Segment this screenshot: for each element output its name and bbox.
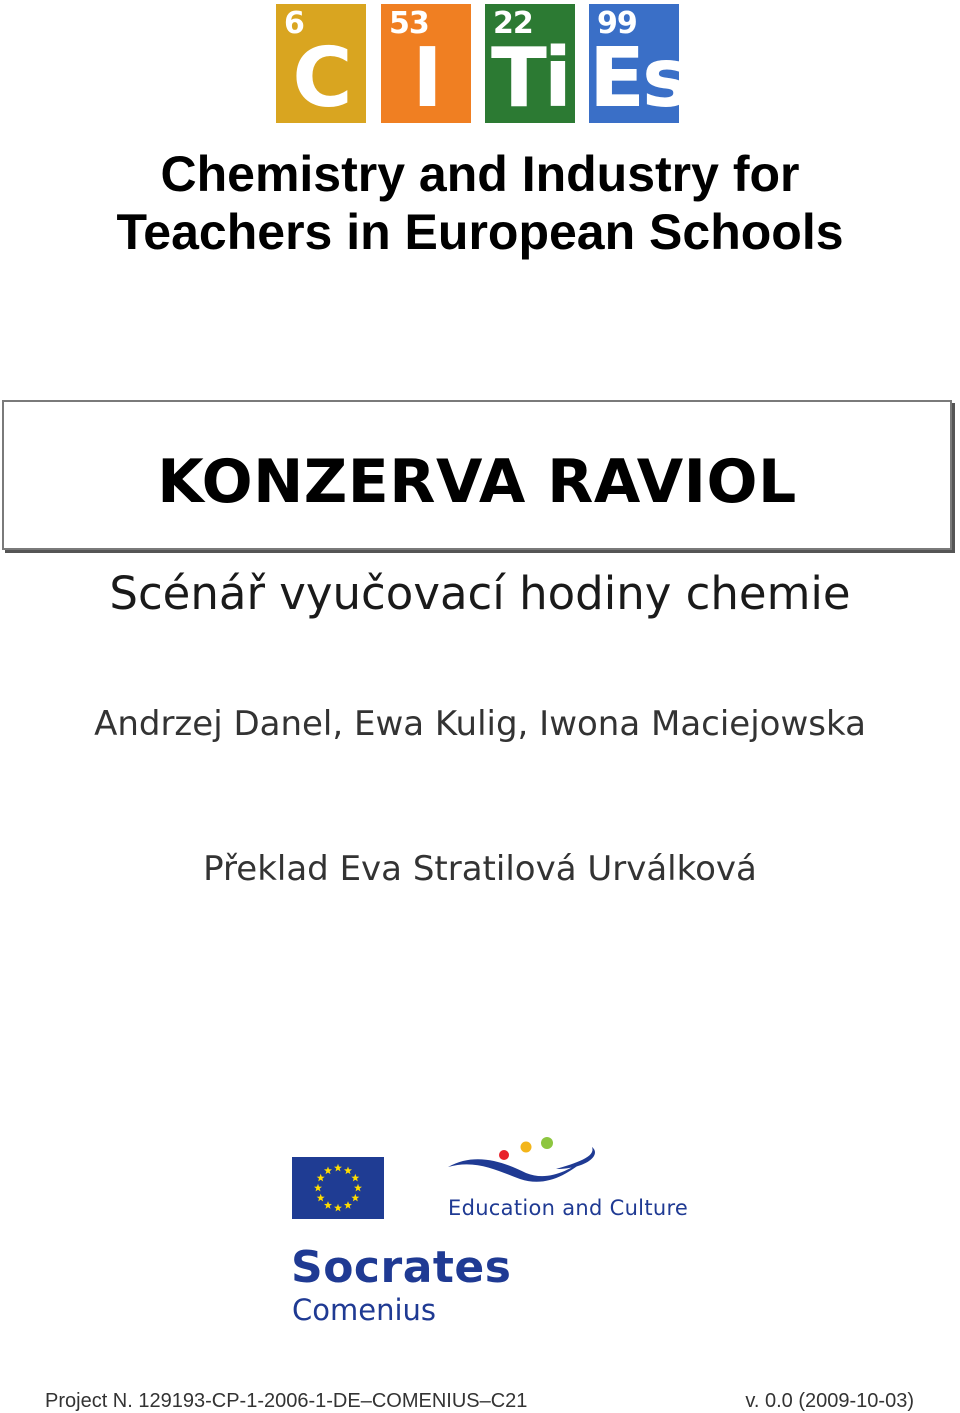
element-tile-iodine (381, 4, 471, 126)
element-symbol: C (292, 31, 350, 126)
element-tile-einsteinium (589, 4, 688, 126)
red-dot (499, 1150, 509, 1160)
project-number: Project N. 129193-CP-1-2006-1-DE–COMENIUS–C21 (45, 1390, 528, 1412)
socrates-logo-text: Socrates (291, 1242, 512, 1293)
authors: Andrzej Danel, Ewa Kulig, Iwona Maciejowska (94, 704, 866, 744)
education-culture-swoosh-icon (446, 1133, 666, 1193)
education-culture-logo (446, 1133, 689, 1223)
swoosh-right (556, 1147, 595, 1169)
document-version: v. 0.0 (2009-10-03) (745, 1390, 914, 1412)
yellow-dot (521, 1142, 532, 1153)
cities-logo (276, 4, 688, 126)
education-culture-label: Education and Culture (448, 1196, 689, 1220)
element-tile-carbon (276, 4, 366, 126)
document-title-line-2: Teachers in European Schools (116, 204, 844, 260)
document-title-line-1: Chemistry and Industry for (160, 146, 800, 202)
element-symbol: Es (589, 31, 688, 126)
lesson-subtitle: Scénář vyučovací hodiny chemie (109, 567, 851, 620)
atomic-number: 6 (284, 6, 304, 41)
swoosh-left (448, 1157, 588, 1182)
topic-title: KONZERVA RAVIOL (157, 447, 797, 517)
atomic-number: 53 (389, 6, 429, 41)
eu-flag-icon (292, 1157, 384, 1219)
comenius-logo-text: Comenius (292, 1293, 437, 1327)
element-symbol: I (412, 31, 440, 126)
topic-box (2, 400, 952, 550)
document-title (0, 145, 960, 261)
green-dot (541, 1137, 553, 1149)
translation-credit: Překlad Eva Stratilová Urválková (203, 849, 757, 889)
element-tile-titanium (485, 4, 575, 126)
element-symbol: Ti (490, 31, 570, 126)
atomic-number: 22 (493, 6, 533, 41)
atomic-number: 99 (597, 6, 637, 41)
